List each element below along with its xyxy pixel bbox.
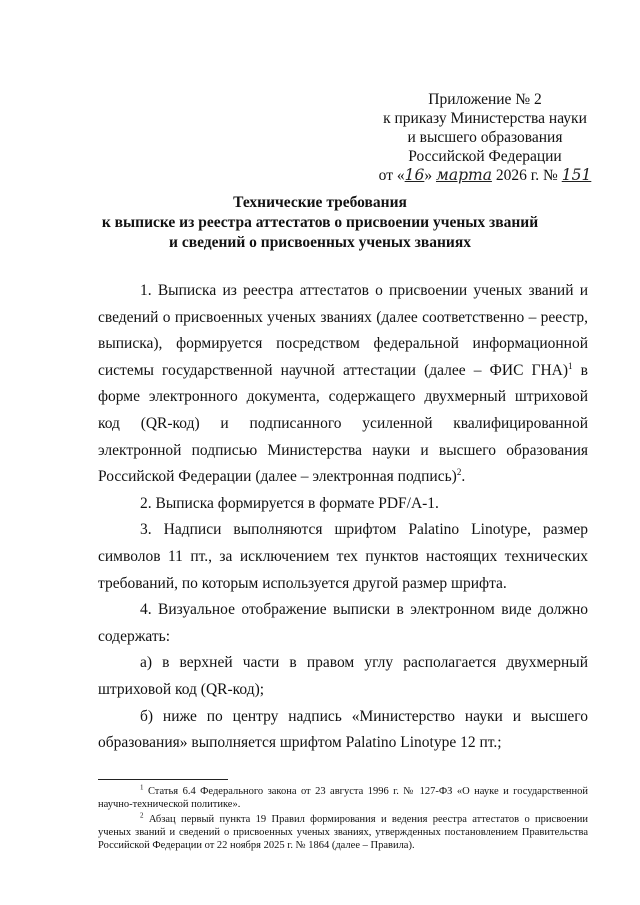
paragraph-1-part-c: .	[461, 468, 466, 486]
footnote-1	[98, 785, 588, 811]
title-line-1: Технические требования	[233, 194, 407, 211]
handwritten-number: 151	[561, 166, 592, 184]
date-prefix: от «	[378, 167, 405, 184]
footnote-1-mark: 1	[140, 783, 144, 792]
title-line-2: к выписке из реестра аттестатов о присвоении ученых званий	[101, 214, 539, 231]
paragraph-4b: б) ниже по центру надпись «Министерство науки и высшего образования» выполняется шрифтом Palatino Linotype 12 пт.;	[98, 707, 588, 752]
paragraph-1-part-a: 1. Выписка из реестра аттестатов о присвоении ученых званий и сведений о присвоенных ученых званиях (далее соответственно – реестр, выписка), формируется посредством федеральной информационной системы государственной научной аттестации (далее – ФИС ГНА)	[98, 282, 588, 379]
footnote-ref-2: 2	[456, 467, 462, 477]
appendix-ministry-line: и высшего образования	[407, 129, 563, 146]
paragraph-4a: а) в верхней части в правом углу располагается двухмерный штриховой код (QR-код);	[98, 654, 588, 698]
footnote-2-text: Абзац первый пункта 19 Правил формирования и ведения реестра аттестатов о присвоении ученых званий и сведений о присвоенных ученых званиях, утвержденных постановлением Правительства Российской Федерации от 22 ноября 2025 г. № 1864 (далее – Правила).	[98, 814, 588, 851]
footnote-2-mark: 2	[140, 811, 144, 820]
appendix-title: Приложение № 2	[428, 91, 542, 108]
handwritten-month: марта	[435, 166, 492, 184]
appendix-country-line: Российской Федерации	[408, 148, 562, 165]
footnote-ref-1: 1	[568, 360, 573, 371]
appendix-order-line: к приказу Министерства науки	[383, 110, 587, 127]
footnotes	[98, 785, 588, 854]
footnote-1-text: Статья 6.4 Федерального закона от 23 августа 1996 г. № 127-ФЗ «О науке и государственной научно-технической политике».	[98, 786, 588, 810]
footnote-divider	[98, 779, 228, 780]
document-body	[98, 278, 588, 757]
paragraph-2: 2. Выписка формируется в формате PDF/A-1.	[140, 494, 439, 512]
paragraph-3: 3. Надписи выполняются шрифтом Palatino Linotype, размер символов 11 пт., за исключением тех пунктов настоящих технических требований, по которым используется другой размер шрифта.	[98, 521, 588, 592]
document-title	[60, 193, 580, 253]
handwritten-day: 16	[404, 166, 425, 184]
date-suffix: 2026 г. №	[491, 167, 562, 184]
paragraph-4: 4. Визуальное отображение выписки в электронном виде должно содержать:	[98, 601, 588, 645]
paragraph-1-part-b: в форме электронного документа, содержащего двухмерный штриховой код (QR-код) и подписанного усиленной квалифицированной электронной подписью Министерства науки и высшего образования Российской Федерации (далее – электронная подпись)	[98, 361, 588, 486]
appendix-header	[370, 90, 600, 185]
title-line-3: и сведений о присвоенных ученых званиях	[169, 234, 471, 251]
footnote-2	[98, 813, 588, 852]
appendix-date-line	[370, 166, 600, 185]
date-mid: »	[424, 167, 436, 184]
paragraph-1	[98, 278, 588, 491]
